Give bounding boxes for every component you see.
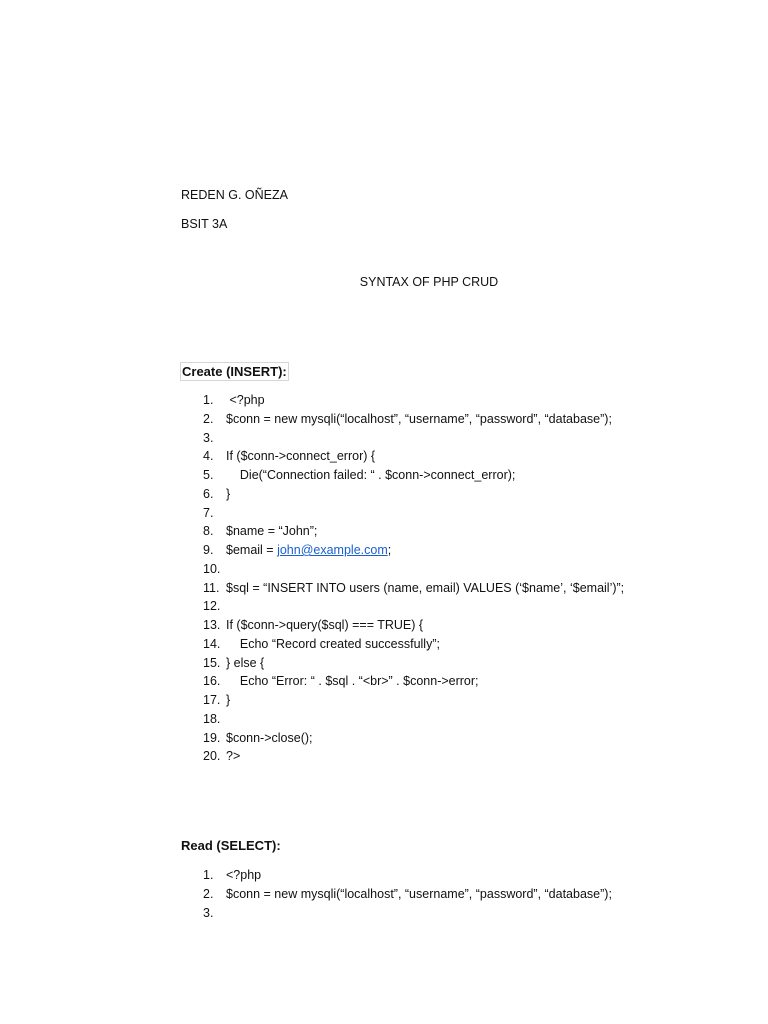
code-line (181, 485, 721, 504)
code-line (181, 710, 721, 729)
code-text-segment: $name = “John”; (226, 524, 318, 539)
code-line (181, 466, 721, 485)
code-line (181, 885, 721, 904)
code-line (181, 560, 721, 579)
code-text-segment: $email = (226, 543, 278, 557)
line-number: 2. (203, 411, 214, 426)
code-line (181, 616, 721, 635)
line-number: 19. (203, 730, 221, 745)
line-number: 18. (203, 711, 221, 726)
line-number: 17. (203, 693, 221, 707)
read-heading: Read (SELECT): (181, 838, 281, 853)
code-line (181, 597, 721, 616)
code-text-segment: $conn = new mysqli(“localhost”, “username”, “password”, “database”); (226, 886, 612, 901)
code-text (226, 466, 515, 485)
line-number: 14. (203, 636, 221, 651)
code-line (181, 654, 721, 673)
code-line (181, 541, 721, 560)
line-number: 6. (203, 486, 214, 501)
code-text-segment: If ($conn->connect_error) { (226, 449, 376, 464)
author-name: REDEN G. OÑEZA (181, 188, 288, 202)
code-line (181, 447, 721, 466)
code-line (181, 729, 721, 748)
line-number: 16. (203, 674, 221, 689)
line-number: 5. (203, 468, 214, 482)
line-number: 13. (203, 618, 221, 632)
code-line (181, 747, 721, 766)
line-number: 1. (203, 393, 214, 407)
class-section: BSIT 3A (181, 217, 228, 231)
code-text (226, 885, 612, 904)
line-number: 3. (203, 905, 214, 920)
code-text (226, 672, 479, 691)
code-text (226, 391, 265, 410)
code-line (181, 522, 721, 541)
line-number: 15. (203, 655, 221, 670)
code-text (226, 654, 264, 673)
code-text-segment: $conn->close(); (226, 730, 313, 745)
line-number: 20. (203, 749, 221, 764)
code-line (181, 635, 721, 654)
code-text (226, 579, 624, 598)
line-number: 12. (203, 599, 221, 614)
code-line (181, 579, 721, 598)
code-text (226, 616, 423, 635)
code-text (226, 522, 317, 541)
code-line (181, 410, 721, 429)
code-line (181, 672, 721, 691)
create-code-list (181, 391, 721, 766)
line-number: 11. (203, 580, 220, 595)
code-text-segment: ?> (226, 749, 241, 764)
line-number: 9. (203, 543, 214, 557)
line-number: 1. (203, 868, 214, 882)
code-text-segment: } else { (226, 655, 265, 670)
document-title: SYNTAX OF PHP CRUD (359, 275, 499, 289)
code-text-segment: If ($conn->query($sql) === TRUE) { (226, 618, 424, 632)
email-link[interactable]: john@example.com (277, 543, 388, 557)
code-text-segment: } (226, 693, 231, 707)
code-line (181, 504, 721, 523)
read-code-list (181, 866, 721, 922)
code-text-segment: Echo “Error: “ . $sql . “<br>” . $conn->error; (226, 674, 479, 689)
code-text (226, 691, 230, 710)
line-number: 3. (203, 430, 214, 445)
code-line (181, 866, 721, 885)
code-text (226, 729, 313, 748)
code-line (181, 904, 721, 923)
code-text-segment: <?php (226, 393, 265, 407)
code-text-segment: Die(“Connection failed: “ . $conn->connect_error); (226, 468, 516, 482)
code-text-segment: } (226, 486, 231, 501)
code-text-segment: $sql = “INSERT INTO users (name, email) VALUES (‘$name’, ‘$email’)”; (226, 580, 625, 595)
code-text (226, 541, 391, 560)
line-number: 2. (203, 886, 214, 901)
code-text (226, 635, 440, 654)
code-text-segment: $conn = new mysqli(“localhost”, “username”, “password”, “database”); (226, 411, 612, 426)
code-text (226, 447, 375, 466)
code-line (181, 391, 721, 410)
code-text (226, 747, 240, 766)
code-text-segment: <?php (226, 868, 262, 882)
line-number: 10. (203, 561, 221, 576)
code-line (181, 429, 721, 448)
code-text-suffix: ; (387, 543, 392, 557)
line-number: 8. (203, 524, 214, 539)
code-text-segment: Echo “Record created successfully”; (226, 636, 440, 651)
line-number: 7. (203, 505, 214, 520)
code-text (226, 410, 612, 429)
create-heading: Create (INSERT): (182, 364, 287, 379)
code-line (181, 691, 721, 710)
line-number: 4. (203, 449, 214, 464)
code-text (226, 866, 261, 885)
code-text (226, 485, 230, 504)
